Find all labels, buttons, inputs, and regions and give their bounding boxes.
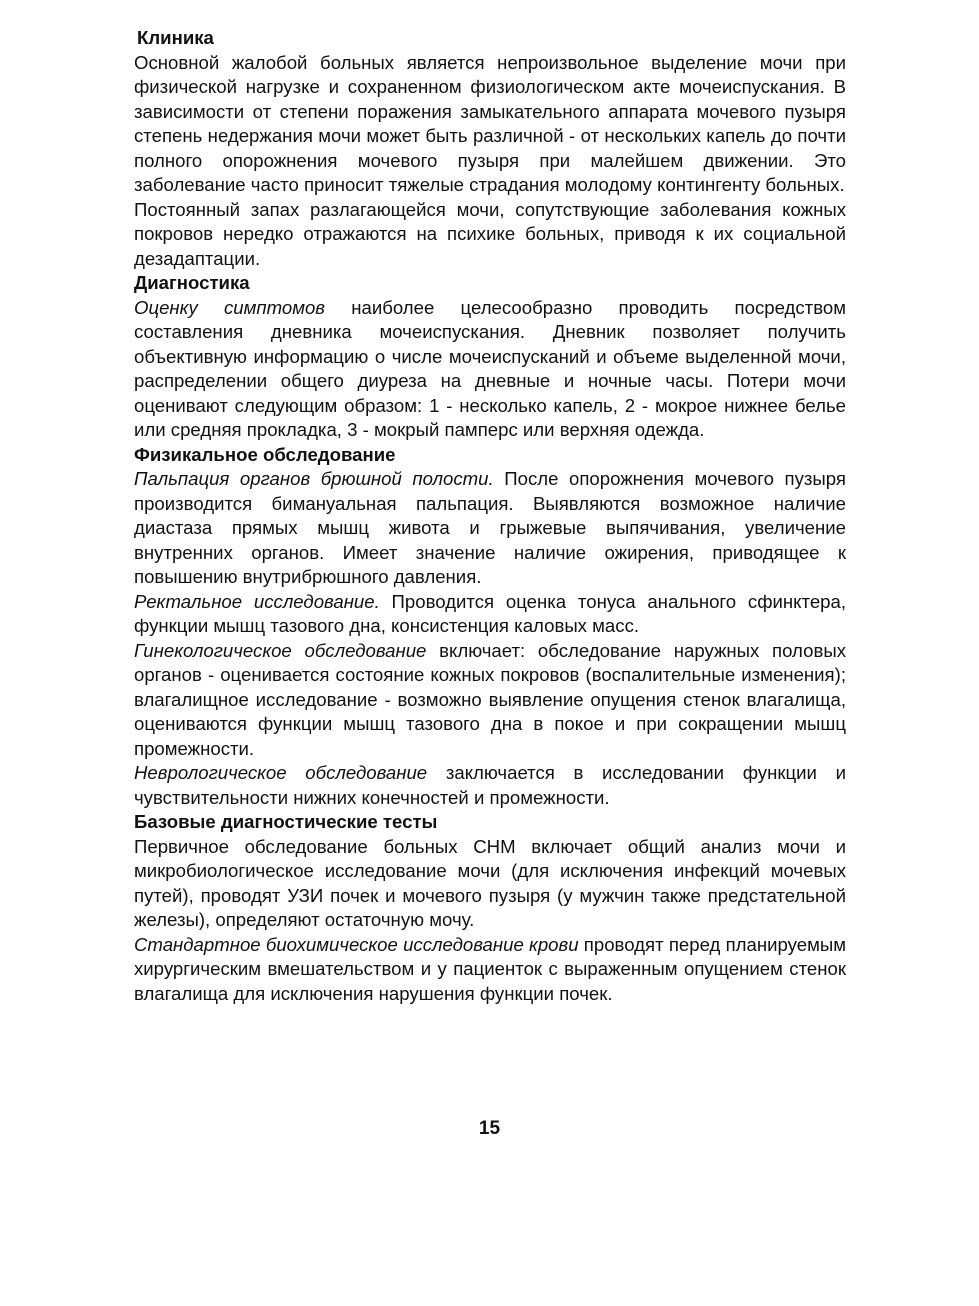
italic-lead-term: Ректальное исследование.: [134, 590, 380, 612]
italic-lead-term: Гинекологическое обследование: [134, 639, 427, 661]
page-number: 15: [478, 1118, 501, 1139]
paragraph: [134, 761, 846, 810]
section-heading-clinic: Клиника: [137, 27, 214, 48]
paragraph-text: проводят перед планируемым хирургическим вмешательством и у пациенток с выраженным опущением стенок влагалища для исключения нарушения функции почек.: [134, 933, 846, 1004]
paragraph-text: наиболее целесообразно проводить посредством составления дневника мочеиспускания. Дневник позволяет получить объективную информацию о числе мочеиспусканий и объеме выделенной мочи, распределении общего диуреза на дневные и ночные часы. Потери мочи оценивают следующим образом: 1 - несколько капель, 2 - мокрое нижнее белье или средняя прокладка, 3 - мокрый памперс или верхняя одежда.: [134, 296, 846, 440]
section-heading-basic-tests: Базовые диагностические тесты: [134, 811, 438, 832]
paragraph: [134, 590, 846, 639]
paragraph: Основной жалобой больных является непроизвольное выделение мочи при физической нагрузке и сохраненном физиологическом акте мочеиспускания. В зависимости от степени поражения замыкательного аппарата мочевого пузыря степень недержания мочи может быть различной - от нескольких капель до почти полного опорожнения мочевого пузыря при малейшем движении. Это заболевание часто приносит тяжелые страдания молодому контингенту больных.: [134, 51, 846, 195]
paragraph: [134, 933, 846, 1007]
paragraph: [134, 467, 846, 590]
paragraph: [134, 296, 846, 443]
section-heading-diagnostics: Диагностика: [134, 272, 250, 293]
paragraph: Постоянный запах разлагающейся мочи, сопутствующие заболевания кожных покровов нередко отражаются на психике больных, приводя к их социальной дезадаптации.: [134, 198, 846, 269]
paragraph: Первичное обследование больных СНМ включает общий анализ мочи и микробиологическое исследование мочи (для исключения инфекций мочевых путей), проводят УЗИ почек и мочевого пузыря (у мужчин также предстательной железы), определяют остаточную мочу.: [134, 835, 846, 930]
italic-lead-term: Оценку симптомов: [134, 296, 325, 318]
paragraph-text: заключается в исследовании функции и чувствительности нижних конечностей и промежности.: [134, 762, 846, 808]
section-heading-physical-exam: Физикальное обследование: [134, 443, 396, 465]
paragraph-text: включает: обследование наружных половых органов - оценивается состояние кожных покровов (воспалительные изменения); влагалищное исследование - возможно выявление опущения стенок влагалища, оцениваются функции мышц тазового дна в покое и при сокращении мышц промежности.: [134, 639, 846, 759]
paragraph: [134, 639, 846, 762]
page-content: [134, 26, 846, 1006]
italic-lead-term: Стандартное биохимическое исследование крови: [134, 933, 579, 955]
paragraph-text: Проводится оценка тонуса анального сфинктера, функции мышц тазового дна, консистенция каловых масс.: [134, 590, 847, 636]
paragraph-text: После опорожнения мочевого пузыря производится бимануальная пальпация. Выявляются возможное наличие диастаза прямых мышц живота и грыжевые выпячивания, увеличение внутренних органов. Имеет значение наличие ожирения, приводящее к повышению внутрибрюшного давления.: [134, 468, 846, 587]
italic-lead-term: Пальпация органов брюшной полости.: [134, 468, 494, 489]
italic-lead-term: Неврологическое обследование: [134, 762, 428, 783]
